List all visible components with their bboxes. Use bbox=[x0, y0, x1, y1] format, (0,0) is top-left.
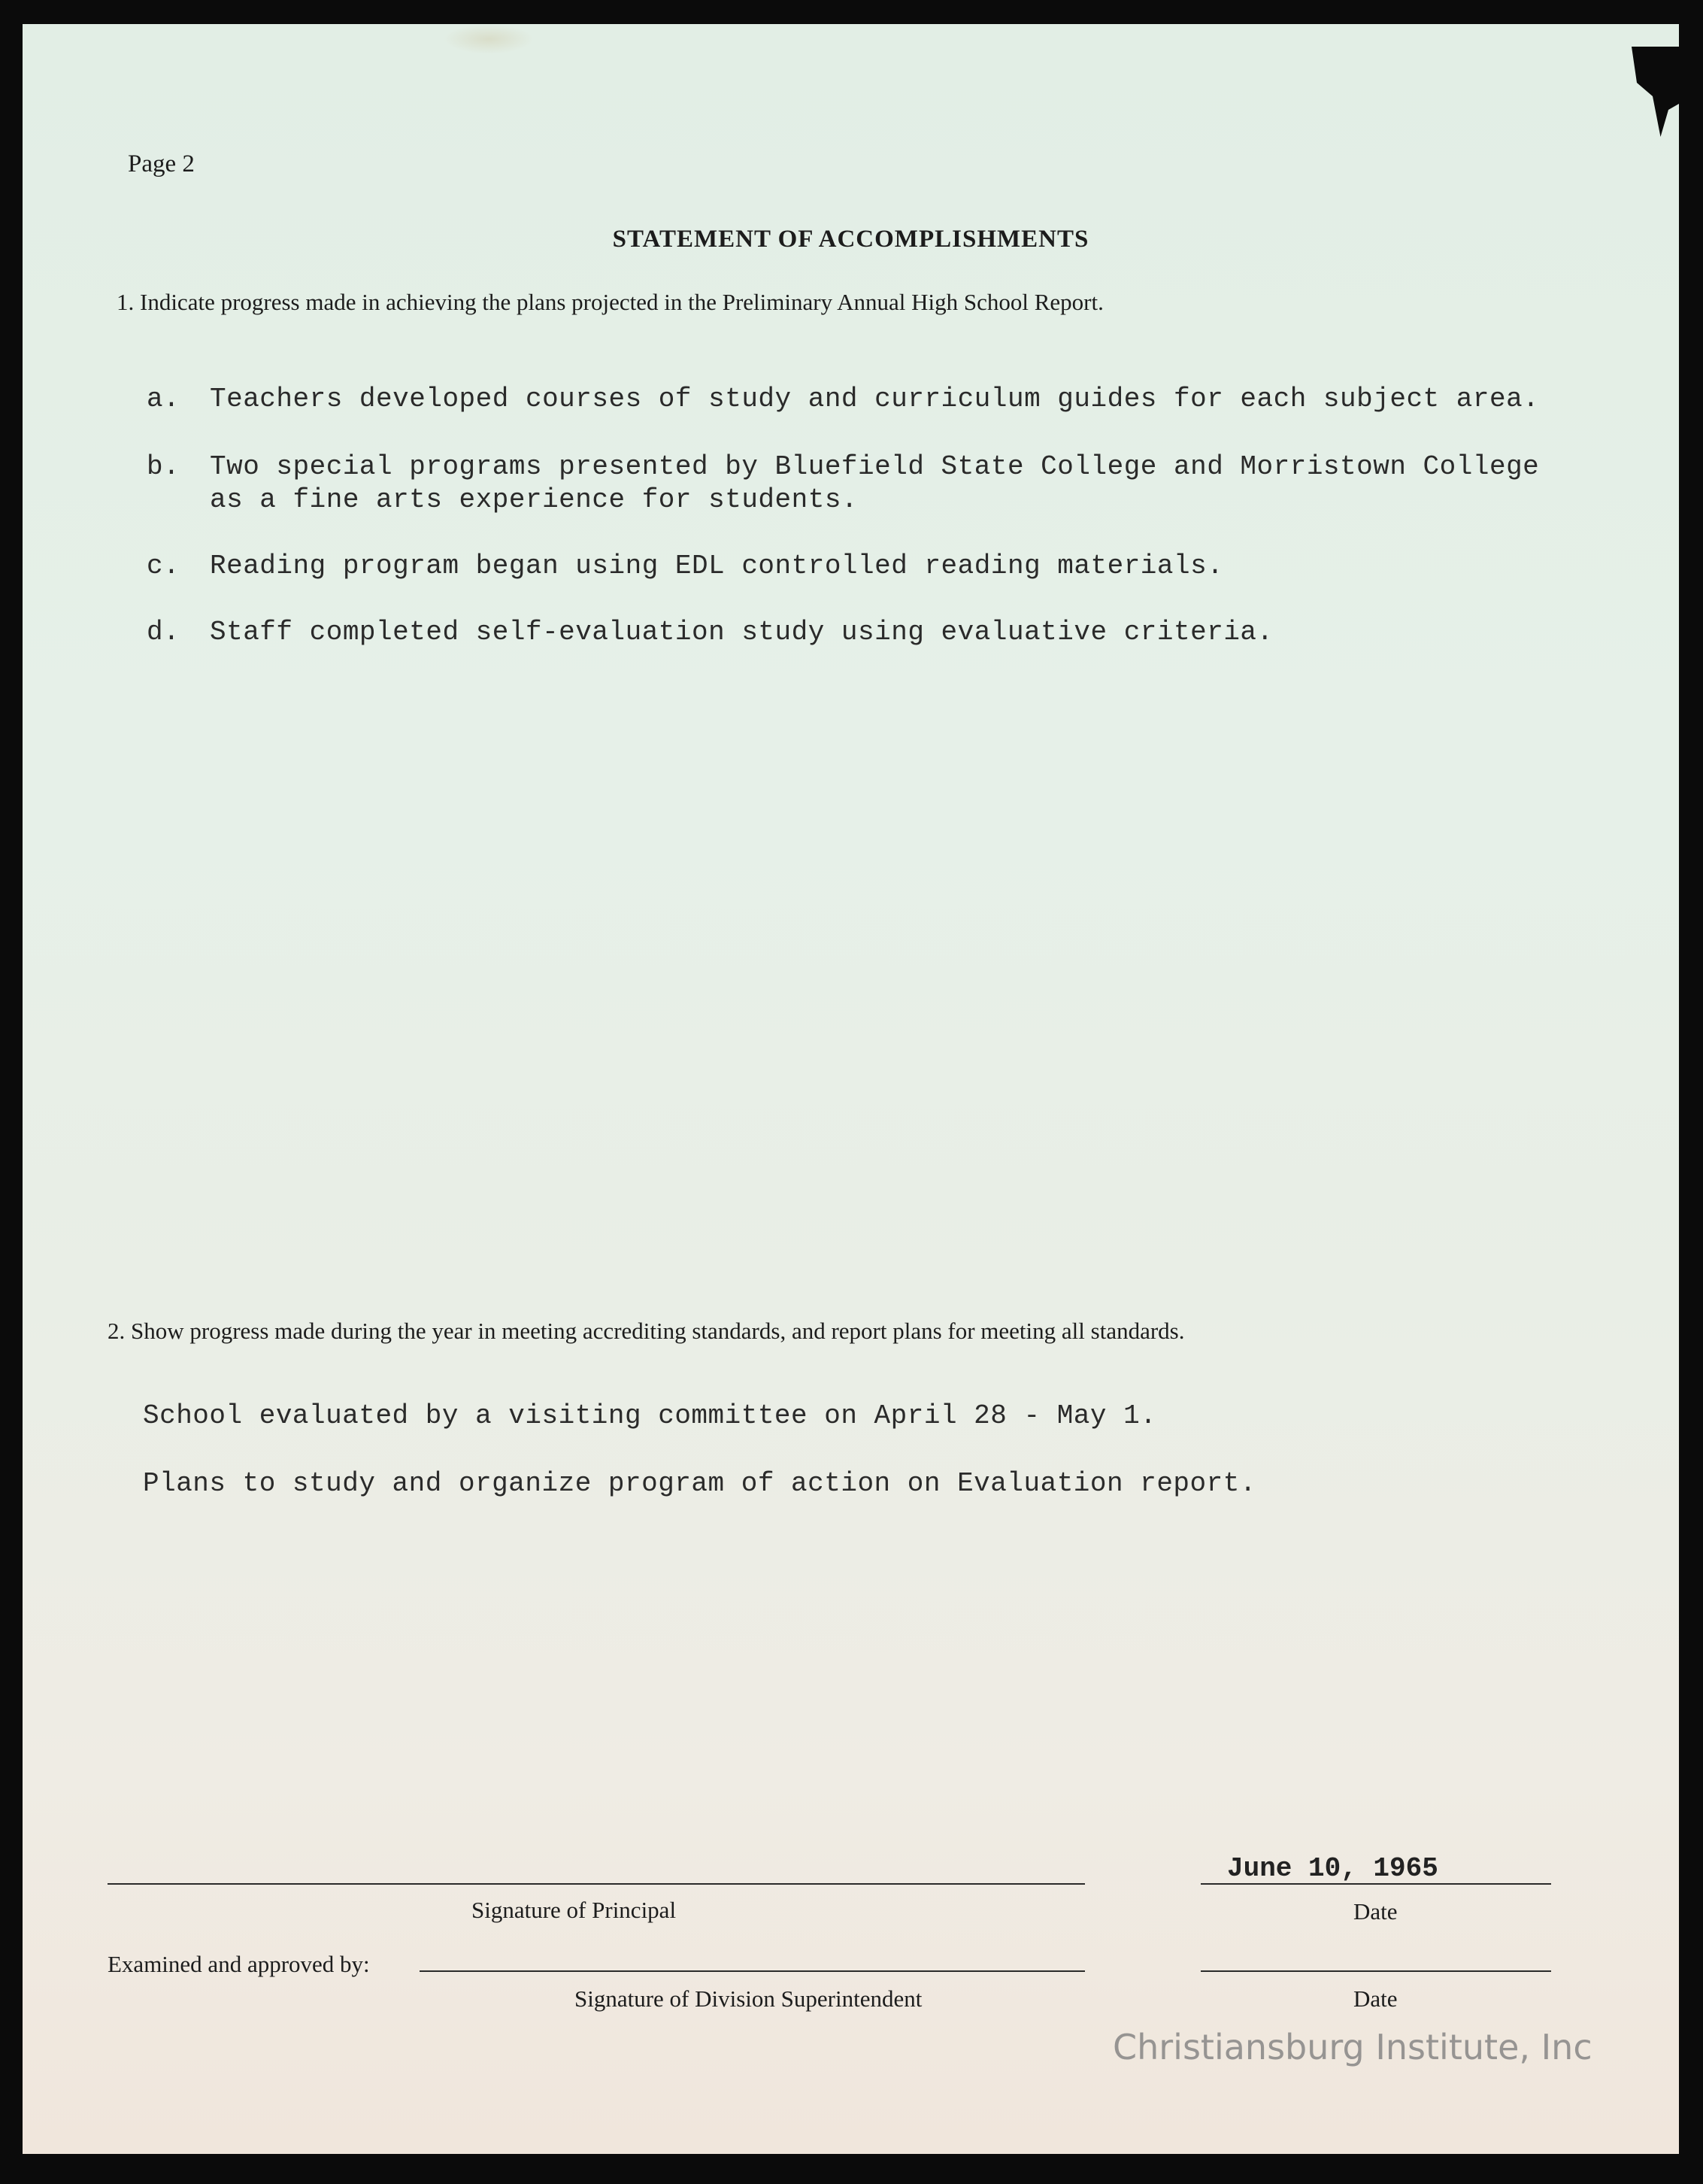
date-caption-2: Date bbox=[1353, 1985, 1398, 2012]
item-label: a. bbox=[147, 384, 180, 414]
watermark: Christiansburg Institute, Inc bbox=[1113, 2027, 1592, 2067]
question-2: 2. Show progress made during the year in meeting accrediting standards, and report plans for meeting all standards. bbox=[108, 1318, 1185, 1344]
item-text: Reading program began using EDL controlled reading materials. bbox=[210, 551, 1224, 581]
date-value: June 10, 1965 bbox=[1227, 1853, 1438, 1884]
superintendent-signature-line bbox=[420, 1970, 1085, 1972]
list-item-d bbox=[147, 617, 1274, 648]
paper-stain bbox=[444, 24, 534, 54]
date-line-2 bbox=[1201, 1970, 1551, 1972]
item-text: Staff completed self-evaluation study using evaluative criteria. bbox=[210, 617, 1274, 648]
item-text: Teachers developed courses of study and curriculum guides for each subject area. bbox=[210, 384, 1540, 414]
item-label: d. bbox=[147, 617, 180, 648]
item-text: Two special programs presented by Bluefield State College and Morristown College bbox=[210, 451, 1540, 482]
list-item-a bbox=[147, 384, 1539, 414]
torn-corner bbox=[1632, 47, 1679, 137]
list-item-b-continued: as a fine arts experience for students. bbox=[210, 484, 859, 515]
document-page bbox=[23, 24, 1679, 2154]
date-caption-1: Date bbox=[1353, 1898, 1398, 1925]
date-line-1 bbox=[1201, 1883, 1551, 1885]
list-item-c bbox=[147, 551, 1223, 581]
page-number: Page 2 bbox=[128, 150, 195, 177]
principal-signature-line bbox=[108, 1883, 1085, 1885]
principal-caption: Signature of Principal bbox=[471, 1897, 677, 1923]
item-label: c. bbox=[147, 551, 180, 581]
examined-label: Examined and approved by: bbox=[108, 1951, 370, 1977]
item-label: b. bbox=[147, 451, 180, 482]
document-title: STATEMENT OF ACCOMPLISHMENTS bbox=[612, 226, 1089, 253]
response-line-2: Plans to study and organize program of action on Evaluation report. bbox=[143, 1468, 1256, 1499]
list-item-b bbox=[147, 451, 1539, 482]
question-1: 1. Indicate progress made in achieving the plans projected in the Preliminary Annual High School Report. bbox=[117, 289, 1104, 315]
response-line-1: School evaluated by a visiting committee on April 28 - May 1. bbox=[143, 1400, 1157, 1431]
superintendent-caption: Signature of Division Superintendent bbox=[574, 1985, 923, 2012]
